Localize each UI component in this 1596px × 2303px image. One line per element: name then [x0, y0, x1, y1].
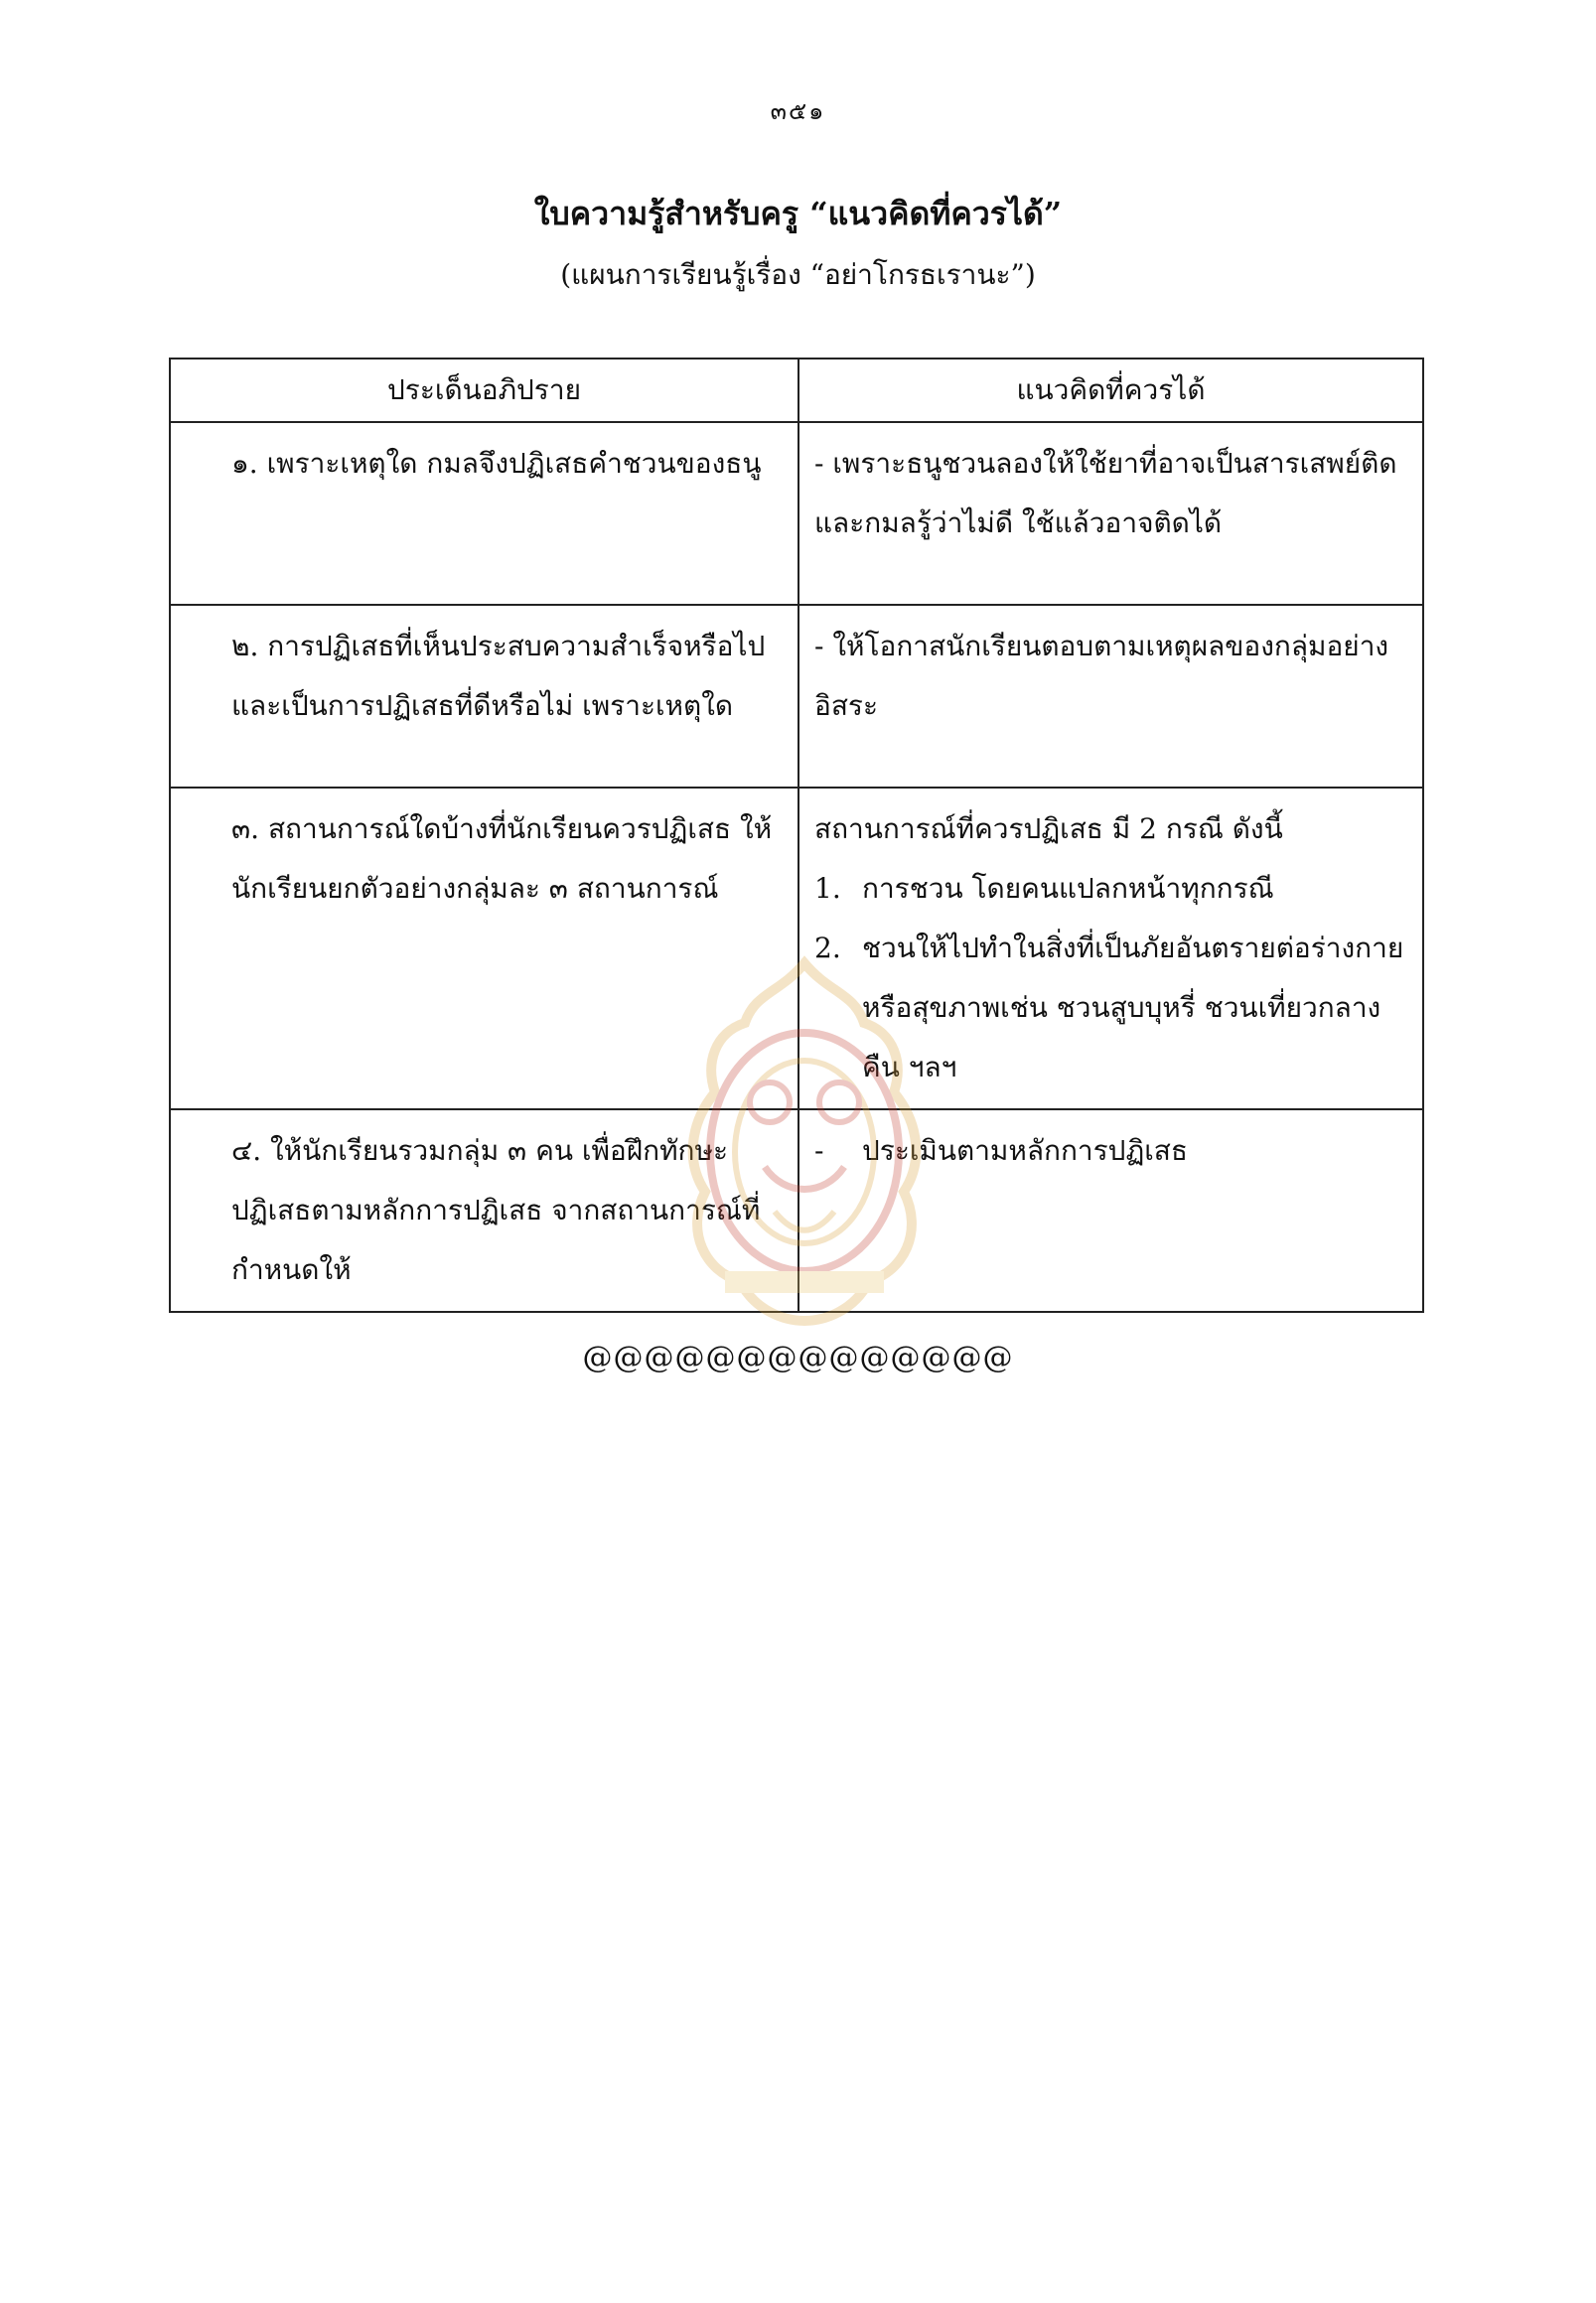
- list-item: [814, 919, 1409, 1097]
- table-row: [170, 605, 1423, 788]
- question-text: ๑. เพราะเหตุใด กมลจึงปฏิเสธคำชวนของธนู: [231, 447, 762, 480]
- header-expected-concept: แนวคิดที่ควรได้: [798, 359, 1423, 422]
- table-header-row: [170, 359, 1423, 422]
- document-title: ใบความรู้สำหรับครู “แนวคิดที่ควรได้”: [533, 195, 1063, 232]
- discussion-table-container: [169, 358, 1422, 1313]
- list-item-number: 1.: [814, 872, 841, 905]
- list-item: [814, 859, 1409, 919]
- answer-list: [814, 859, 1409, 1097]
- document-subtitle: (แผนการเรียนรู้เรื่อง “อย่าโกรธเรานะ”): [560, 258, 1036, 291]
- answer-cell: [798, 1109, 1423, 1312]
- discussion-table: [169, 358, 1424, 1313]
- header-discussion-topic: ประเด็นอภิปราย: [170, 359, 798, 422]
- list-item-text: ชวนให้ไปทำในสิ่งที่เป็นภัยอันตรายต่อร่างกาย หรือสุขภาพเช่น ชวนสูบบุหรี่ ชวนเที่ยวกลางคืน ฯลฯ: [862, 932, 1404, 1083]
- list-item-text: การชวน โดยคนแปลกหน้าทุกกรณี: [862, 872, 1274, 905]
- question-cell: [170, 1109, 798, 1312]
- answer-block: [800, 790, 1421, 1107]
- table-row: [170, 1109, 1423, 1312]
- answer-intro: สถานการณ์ที่ควรปฏิเสธ มี 2 กรณี ดังนี้: [814, 812, 1283, 845]
- list-item-dash: -: [814, 1134, 824, 1167]
- answer-text: - เพราะธนูชวนลองให้ใช้ยาที่อาจเป็นสารเสพย์ติดและกมลรู้ว่าไม่ดี ใช้แล้วอาจติดได้: [814, 447, 1397, 539]
- answer-block: [800, 1111, 1421, 1191]
- question-text: ๒. การปฏิเสธที่เห็นประสบความสำเร็จหรือไป และเป็นการปฏิเสธที่ดีหรือไม่ เพราะเหตุใด: [231, 630, 766, 722]
- question-text: ๔. ให้นักเรียนรวมกลุ่ม ๓ คน เพื่อฝึกทักษะปฏิเสธตามหลักการปฏิเสธ จากสถานการณ์ที่กำหนดให้: [231, 1134, 761, 1286]
- footer-separator: @@@@@@@@@@@@@@: [582, 1341, 1014, 1375]
- list-item: [814, 1121, 1409, 1181]
- answer-text: - ให้โอกาสนักเรียนตอบตามเหตุผลของกลุ่มอย่างอิสระ: [814, 630, 1389, 722]
- question-cell: [170, 422, 798, 605]
- answer-cell: [798, 605, 1423, 788]
- table-row: [170, 422, 1423, 605]
- answer-cell: [798, 788, 1423, 1109]
- list-item-number: 2.: [814, 932, 841, 964]
- question-text: ๓. สถานการณ์ใดบ้างที่นักเรียนควรปฏิเสธ ให้นักเรียนยกตัวอย่างกลุ่มละ ๓ สถานการณ์: [231, 812, 773, 905]
- page-number: ๓๕๑: [770, 97, 826, 125]
- answer-cell: [798, 422, 1423, 605]
- table-row: [170, 788, 1423, 1109]
- answer-text: ประเมินตามหลักการปฏิเสธ: [862, 1134, 1188, 1167]
- question-cell: [170, 788, 798, 1109]
- question-cell: [170, 605, 798, 788]
